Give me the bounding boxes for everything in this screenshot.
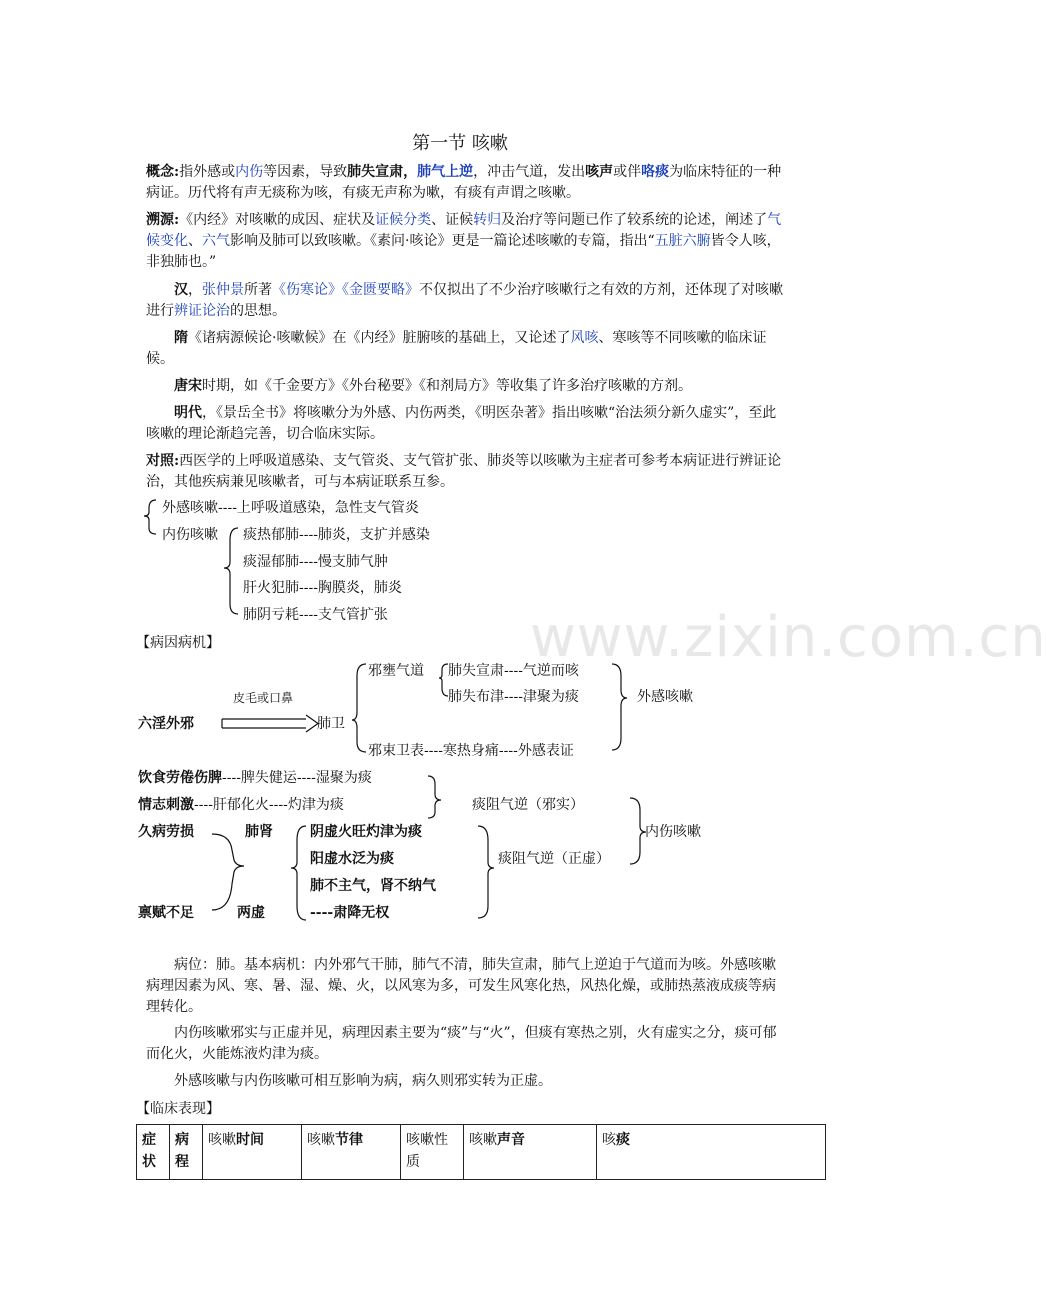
concept-text: 为临床特征的一种病证。历代将有声无痰称为咳，有痰无声称为嗽，有痰有声谓之咳嗽。 xyxy=(146,164,782,201)
xu-item-1: 阴虚火旺灼津为痰 xyxy=(310,824,422,840)
concept-bold: 咳声 xyxy=(585,164,614,180)
table-header-bold: 节律 xyxy=(335,1132,363,1148)
fei-bubu: 肺失布津----津聚为痰 xyxy=(448,689,579,705)
liangxu: 两虚 xyxy=(237,905,265,921)
brace-neishang-result xyxy=(630,798,646,864)
concept-text: 或伴 xyxy=(613,164,642,180)
han-text: 的思想。 xyxy=(230,303,286,319)
xu-item-3: 肺不主气，肾不纳气 xyxy=(310,878,436,894)
table-header-bold: 时间 xyxy=(236,1132,264,1148)
fei-xuansu: 肺失宣肃----气逆而咳 xyxy=(448,663,579,679)
origin-label: 溯源: xyxy=(146,212,180,228)
term-link[interactable]: 辨证论治 xyxy=(174,303,230,319)
dynasty-label: 汉 xyxy=(174,282,188,298)
xie-biao: 邪束卫表----寒热身痛----外感表证 xyxy=(368,743,574,759)
table-header-cell xyxy=(597,1125,826,1180)
arrow-to-feiwei xyxy=(222,715,318,732)
compare-text: 西医学的上呼吸道感染、支气管炎、支气管扩张、肺炎等以咳嗽为主症者可参考本病证进行辨证论治，其他疾病兼见咳嗽者，可与本病证联系互参。 xyxy=(146,453,782,490)
internal-paragraph: 内伤咳嗽邪实与正虚并见，病理因素主要为“痰”与“火”，但痰有寒热之别，火有虚实之分，痰可郁而化火，火能炼液灼津为痰。 xyxy=(146,1025,777,1062)
table-header-cell: 病程 xyxy=(170,1125,203,1180)
sui-text: 、寒咳等不同咳嗽的临床证候。 xyxy=(146,330,767,367)
term-link[interactable]: 咯痰 xyxy=(641,164,670,180)
neishang-item-4: 肺阴亏耗----支气管扩张 xyxy=(243,607,388,623)
bingfu: 禀赋不足 xyxy=(138,905,194,921)
concept-text: 等因素，导致 xyxy=(263,164,348,180)
table-header-cell: 症状 xyxy=(137,1125,170,1180)
table-header-text: 咳嗽 xyxy=(469,1132,497,1148)
jiubing: 久病劳损 xyxy=(138,824,194,840)
page-title: 第一节 咳嗽 xyxy=(412,133,508,154)
waigan-classification: 外感咳嗽----上呼吸道感染，急性支气管炎 xyxy=(162,500,419,516)
han-text: 所著 xyxy=(244,282,272,298)
neishang-result: 内伤咳嗽 xyxy=(645,824,701,840)
xu-item-4: ----肃降无权 xyxy=(310,905,390,921)
dynasty-label: 隋 xyxy=(174,330,188,346)
lung-guard: 肺卫 xyxy=(317,716,345,732)
xu-item-2: 阳虚水泛为痰 xyxy=(310,851,394,867)
term-link[interactable]: 张仲景 xyxy=(202,282,244,298)
concept-text: ，冲击气道，发出 xyxy=(473,164,586,180)
ming-text: ，《景岳全书》将咳嗽分为外感、内伤两类，《明医杂著》指出咳嗽“治法须分新久虚实”，至此咳嗽的理论渐趋完善，切合临床实际。 xyxy=(146,405,777,442)
brace-feiwei xyxy=(352,664,366,752)
tangsong-text: 时期，如《千金要方》《外台秘要》《和剂局方》等收集了许多治疗咳嗽的方剂。 xyxy=(202,378,692,394)
neishang-item-1: 痰热郁肺----肺炎，支扩并感染 xyxy=(243,527,430,543)
han-text: 不仅拟出了不少治疗咳嗽行之有效的方剂，还体现了对咳嗽进行 xyxy=(146,282,783,319)
term-link[interactable]: 风咳 xyxy=(570,330,599,346)
location-paragraph: 病位：肺。基本病机：内外邪气干肺，肺气不清，肺失宣肃，肺气上逆迫于气道而为咳。外感咳嗽病理因素为风、寒、暑、湿、燥、火，以风寒为多，可发生风寒化热，风热化燥，或肺热蒸液成痰等病理转化。 xyxy=(146,957,776,1015)
brace-shi xyxy=(428,776,441,818)
dynasty-label: 明代 xyxy=(174,405,202,421)
table-header-bold: 痰 xyxy=(616,1132,630,1148)
table-header-bold: 声音 xyxy=(497,1132,525,1148)
xu-result: 痰阻气逆（正虚） xyxy=(498,851,610,867)
brace-neishang xyxy=(224,528,238,614)
term-link[interactable]: 证候分类 xyxy=(375,212,432,228)
origin-text: 影响及肺可以致咳嗽。《素问·咳论》更是一篇论述咳嗽的专篇，指出“ xyxy=(230,233,655,249)
concept-bold: 肺失宣肃 xyxy=(347,164,404,180)
concept-text: 指外感或 xyxy=(179,164,236,180)
table-header-text: 咳嗽 xyxy=(307,1132,335,1148)
table-header-cell xyxy=(464,1125,597,1180)
mutual-paragraph: 外感咳嗽与内伤咳嗽可相互影响为病，病久则邪实转为正虚。 xyxy=(174,1073,552,1089)
emotion-cause-label: 情志刺激 xyxy=(138,797,194,813)
table-header-row xyxy=(137,1125,826,1180)
neishang-item-3: 肝火犯肺----胸膜炎，肺炎 xyxy=(243,580,402,596)
table-header-cell xyxy=(302,1125,401,1180)
brace-xieyong xyxy=(439,664,448,696)
dynasty-label: 唐宋 xyxy=(174,378,202,394)
term-link[interactable]: 肺气上逆 xyxy=(417,164,474,180)
shi-result: 痰阻气逆（邪实） xyxy=(472,797,584,813)
sui-text: 《诸病源候论·咳嗽候》在《内经》脏腑咳的基础上，又论述了 xyxy=(188,330,571,346)
pathogenesis-heading: 【病因病机】 xyxy=(136,635,220,651)
term-link[interactable]: 五脏六腑 xyxy=(654,233,711,249)
table-header-cell: 咳嗽性质 xyxy=(401,1125,464,1180)
brace-converge xyxy=(212,834,244,910)
symptom-table xyxy=(136,1124,826,1180)
six-evils: 六淫外邪 xyxy=(138,716,194,732)
concept-bold: ， xyxy=(403,164,418,180)
table-header-text: 咳 xyxy=(602,1132,616,1148)
origin-text: 及治疗等问题已作了较系统的论述，阐述了 xyxy=(501,212,768,228)
skin-mouth-label: 皮毛或口鼻 xyxy=(233,691,294,705)
han-text: ， xyxy=(188,282,202,298)
xie-airway: 邪壅气道 xyxy=(368,663,424,679)
concept-label: 概念: xyxy=(146,164,180,180)
origin-text: 皆令人咳，非独肺也。” xyxy=(146,233,781,270)
brace-xu-right xyxy=(478,826,494,918)
origin-text: 《内经》对咳嗽的成因、症状及 xyxy=(179,212,376,228)
clinical-heading: 【临床表现】 xyxy=(136,1101,220,1117)
diet-cause-label: 饮食劳倦伤脾 xyxy=(138,770,222,786)
neishang-classification: 内伤咳嗽 xyxy=(162,527,218,543)
brace-xu-left xyxy=(291,826,306,920)
term-link[interactable]: 六气 xyxy=(202,233,230,249)
term-link[interactable]: 内伤 xyxy=(235,164,264,180)
brace-waigan xyxy=(612,664,627,750)
brace-classification xyxy=(144,500,156,534)
diet-cause-text: ----脾失健运----湿聚为痰 xyxy=(222,770,372,786)
origin-text: 、 xyxy=(188,233,202,249)
term-link[interactable]: 气候变化 xyxy=(146,212,782,249)
waigan-result: 外感咳嗽 xyxy=(637,689,693,705)
watermark: www.zixin.com.cn xyxy=(530,605,1047,670)
emotion-cause-text: ----肝郁化火----灼津为痰 xyxy=(194,797,344,813)
table-header-cell xyxy=(203,1125,302,1180)
term-link[interactable]: 《伤寒论》《金匮要略》 xyxy=(272,282,419,298)
table-header-text: 咳嗽 xyxy=(208,1132,236,1148)
neishang-item-2: 痰湿郁肺----慢支肺气肿 xyxy=(243,554,388,570)
compare-label: 对照: xyxy=(146,453,180,469)
origin-text: 、证候 xyxy=(431,212,474,228)
fei-shen: 肺肾 xyxy=(245,824,273,840)
term-link[interactable]: 转归 xyxy=(473,212,502,228)
